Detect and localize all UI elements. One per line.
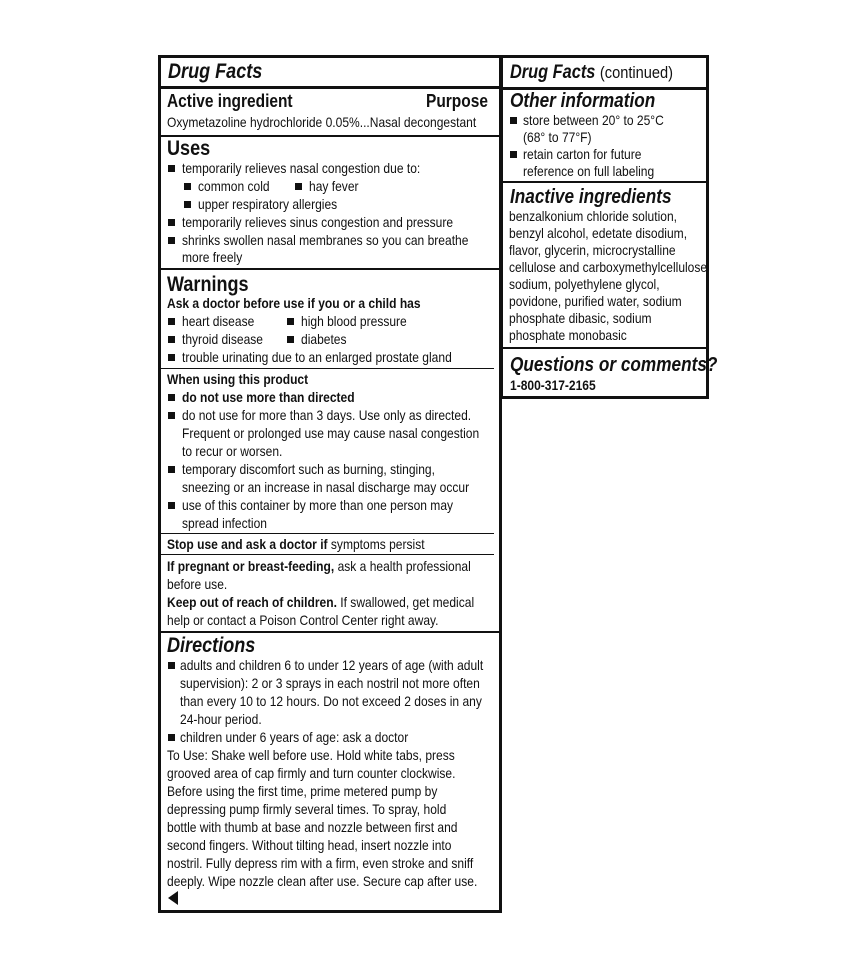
directions-line: Before using the first time, prime metered pump by [167,783,438,799]
inactive-ingredients-line: benzyl alcohol, edetate disodium, [509,225,688,241]
when-using-line: do not use more than directed [182,389,355,405]
when-using-line: to recur or worsen. [182,443,283,459]
bullet [510,117,517,124]
bullet [184,183,191,190]
section-rule [161,554,494,555]
directions-line: adults and children 6 to under 12 years of age (with adult [180,657,484,673]
section-rule [503,347,706,349]
other-information-line: reference on full labeling [523,163,655,179]
section-rule [503,181,706,183]
uses-line: more freely [182,249,243,265]
uses-line: hay fever [309,178,359,194]
when-using-line: do not use for more than 3 days. Use only as directed. [182,407,472,423]
uses-line: temporarily relieves nasal congestion due to: [182,160,421,176]
bullet [168,662,175,669]
uses-line: shrinks swollen nasal membranes so you can breathe [182,232,469,248]
directions-line: To Use: Shake well before use. Hold white tabs, press [167,747,455,763]
arrow-left-icon [168,891,178,905]
bullet [287,336,294,343]
condition-item: heart disease [182,313,255,329]
section-rule [161,268,499,270]
keep-out-line-2: help or contact a Poison Control Center right away. [167,612,439,628]
inactive-ingredients-line: cellulose and carboxymethylcellulose [509,259,708,275]
uses-heading: Uses [167,137,211,160]
directions-line: supervision): 2 or 3 sprays in each nostril not more often [180,675,480,691]
inactive-ingredients-line: phosphate dibasic, sodium [509,310,652,326]
directions-line: second fingers. Without tilting head, insert nozzle into [167,837,452,853]
stop-use-rest: symptoms persist [330,536,425,552]
inactive-ingredients-line: flavor, glycerin, microcrystalline [509,242,676,258]
pregnant-line-2: before use. [167,576,228,592]
directions-line: 24-hour period. [180,711,262,727]
bullet [168,412,175,419]
condition-item: diabetes [301,331,347,347]
bullet [168,336,175,343]
ask-doctor-heading: Ask a doctor before use if you or a child has [167,295,421,311]
drug-facts-title: Drug Facts [168,60,263,83]
other-information-line: store between 20° to 25°C [523,112,664,128]
when-using-heading: When using this product [167,371,309,387]
bullet [184,201,191,208]
inactive-ingredients-heading: Inactive ingredients [510,186,672,208]
inactive-ingredients-line: sodium, polyethylene glycol, [509,276,660,292]
other-information-line: (68° to 77°F) [523,129,592,145]
bullet [168,502,175,509]
condition-item: high blood pressure [301,313,407,329]
pregnant-bold: If pregnant or breast-feeding, [167,558,335,574]
bullet [168,354,175,361]
questions-phone: 1-800-317-2165 [510,377,596,393]
uses-line: upper respiratory allergies [198,196,338,212]
directions-line: nostril. Fully depress rim with a firm, even stroke and sniff [167,855,474,871]
directions-line: than every 10 to 12 hours. Do not exceed 2 doses in any [180,693,482,709]
bullet [287,318,294,325]
title-rule [161,86,499,89]
active-ingredient-heading: Active ingredient [167,91,293,111]
keep-out-line [167,594,474,611]
other-information-heading: Other information [510,90,656,112]
when-using-line: Frequent or prolonged use may cause nasal congestion [182,425,480,441]
section-rule [161,533,494,534]
bullet [168,219,175,226]
purpose-heading: Purpose [426,91,488,111]
when-using-line: sneezing or an increase in nasal discharge may occur [182,479,470,495]
uses-line: common cold [198,178,270,194]
directions-line: deeply. Wipe nozzle clean after use. Secure cap after use. [167,873,478,889]
keep-out-bold: Keep out of reach of children. [167,594,337,610]
bullet [168,237,175,244]
directions-line: grooved area of cap firmly and turn counter clockwise. [167,765,456,781]
when-using-line: use of this container by more than one person may [182,497,454,513]
bullet [510,151,517,158]
section-rule [161,368,494,369]
inactive-ingredients-line: povidone, purified water, sodium [509,293,682,309]
inactive-ingredients-line: phosphate monobasic [509,327,627,343]
bullet [168,466,175,473]
questions-heading: Questions or comments? [510,354,718,376]
directions-line: children under 6 years of age: ask a doctor [180,729,409,745]
inactive-ingredients-line: benzalkonium chloride solution, [509,208,677,224]
directions-line: bottle with thumb at base and nozzle between first and [167,819,458,835]
pregnant-line [167,558,471,575]
bullet [168,165,175,172]
bullet [168,394,175,401]
uses-line: temporarily relieves sinus congestion and pressure [182,214,454,230]
drug-facts-continued-title [510,61,673,84]
bullet [295,183,302,190]
when-using-line: spread infection [182,515,268,531]
stop-use-bold: Stop use and ask a doctor if [167,536,328,552]
stop-use-line [167,536,425,553]
warnings-heading: Warnings [167,273,249,296]
condition-item: trouble urinating due to an enlarged prostate gland [182,349,452,365]
when-using-line: temporary discomfort such as burning, stinging, [182,461,435,477]
condition-item: thyroid disease [182,331,263,347]
active-ingredient-line: Oxymetazoline hydrochloride 0.05%...Nasal decongestant [167,114,477,130]
directions-line: depressing pump firmly several times. To spray, hold [167,801,447,817]
section-rule [161,135,499,137]
keep-out-rest: If swallowed, get medical [340,594,475,610]
other-information-line: retain carton for future [523,146,642,162]
right-title: Drug Facts [510,62,596,83]
bullet [168,318,175,325]
bullet [168,734,175,741]
pregnant-rest: ask a health professional [337,558,471,574]
section-rule [161,631,499,633]
directions-heading: Directions [167,634,256,657]
continued-label: (continued) [599,63,674,82]
